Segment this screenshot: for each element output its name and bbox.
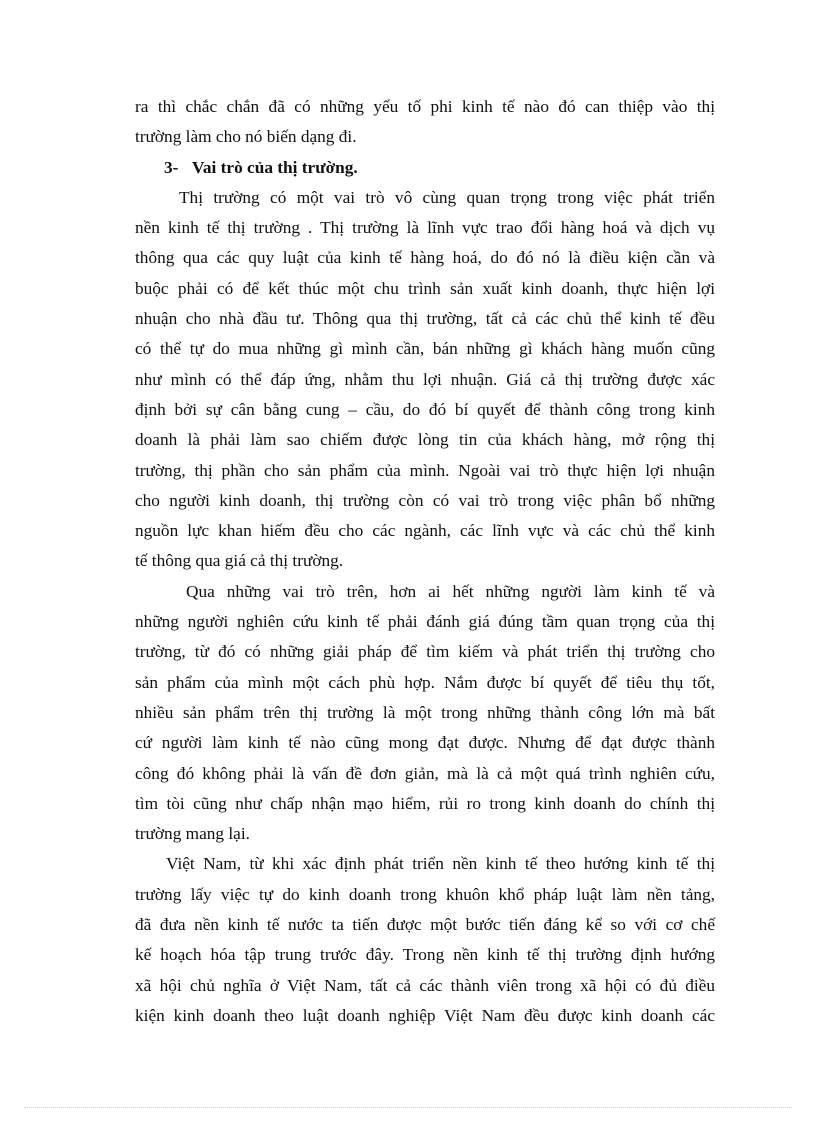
- text-line: thông qua các quy luật của kinh tế hàng hoá, do đó nó là điều kiện cần và: [135, 248, 715, 268]
- text-line: cứ người làm kinh tế nào cũng mong đạt được. Nhưng để đạt được thành: [135, 733, 715, 753]
- paragraph-importance: [135, 577, 715, 850]
- text-line: sản phẩm của mình một cách phù hợp. Nắm được bí quyết để tiêu thụ tốt,: [135, 672, 715, 692]
- text-line: nguồn lực khan hiếm đều cho các ngành, các lĩnh vực và các chủ thể kinh: [135, 521, 715, 541]
- page-footer-divider: [24, 1107, 792, 1108]
- text-line: kiện kinh doanh theo luật doanh nghiệp Việt Nam đều được kinh doanh các: [135, 1005, 715, 1025]
- text-line: nhiều sản phẩm trên thị trường là một trong những thành công lớn mà bất: [135, 702, 715, 722]
- paragraph-vietnam: [135, 849, 715, 1031]
- text-line: xã hội chủ nghĩa ở Việt Nam, tất cả các thành viên trong xã hội có đủ điều: [135, 975, 715, 995]
- text-line: công đó không phải là vấn đề đơn giản, mà là cả một quá trình nghiên cứu,: [135, 763, 715, 783]
- section-heading: [135, 153, 715, 183]
- text-line: ra thì chắc chắn đã có những yếu tố phi kinh tế nào đó can thiệp vào thị: [135, 97, 715, 116]
- paragraph-role-of-market: [135, 183, 715, 577]
- text-line: doanh là phải làm sao chiếm được lòng tin của khách hàng, mở rộng thị: [135, 430, 715, 450]
- text-line: như mình có thể đáp ứng, nhằm thu lợi nhuận. Giá cả thị trường được xác: [135, 369, 715, 389]
- body-text: [135, 92, 715, 1031]
- text-line: trường, thị phần cho sản phẩm của mình. Ngoài vai trò thực hiện lợi nhuận: [135, 460, 715, 480]
- text-line: nền kinh tế thị trường . Thị trường là lĩnh vực trao đổi hàng hoá và dịch vụ: [135, 218, 715, 238]
- text-line: trường mang lại.: [135, 824, 250, 844]
- section-title: Vai trò của thị trường.: [192, 157, 358, 177]
- text-line: có thể tự do mua những gì mình cần, bán những gì khách hàng muốn cũng: [135, 339, 715, 359]
- text-line: trường, từ đó có những giải pháp để tìm kiếm và phát triển thị trường cho: [135, 642, 715, 662]
- text-line: buộc phải có để kết thúc một chu trình sản xuất kinh doanh, thực hiện lợi: [135, 278, 715, 298]
- text-line: tế thông qua giá cả thị trường.: [135, 551, 344, 571]
- text-line: những người nghiên cứu kinh tế phải đánh giá đúng tầm quan trọng của thị: [135, 612, 715, 632]
- text-line: Việt Nam, từ khi xác định phát triển nền kinh tế theo hướng kinh tế thị: [166, 854, 715, 874]
- text-line: trường làm cho nó biến dạng đi.: [135, 127, 357, 147]
- text-line: kế hoạch hóa tập trung trước đây. Trong nền kinh tế thị trường định hướng: [135, 945, 715, 965]
- text-line: Thị trường có một vai trò vô cùng quan trọng trong việc phát triển: [179, 187, 715, 207]
- text-line: nhuận cho nhà đầu tư. Thông qua thị trường, tất cả các chủ thể kinh tế đều: [135, 309, 715, 329]
- section-number: 3-: [164, 157, 179, 177]
- text-line: định bởi sự cân bằng cung – cầu, do đó bí quyết để thành công trong kinh: [135, 399, 715, 419]
- text-line: cho người kinh doanh, thị trường còn có vai trò trong việc phân bổ những: [135, 490, 715, 510]
- text-line: trường lấy việc tự do kinh doanh trong khuôn khổ pháp luật làm nền tảng,: [135, 884, 715, 904]
- text-line: đã đưa nền kinh tế nước ta tiến được một bước tiến đáng kể so với cơ chế: [135, 915, 715, 935]
- text-line: Qua những vai trò trên, hơn ai hết những người làm kinh tế và: [186, 581, 715, 601]
- paragraph-intro-continuation: [135, 92, 715, 153]
- text-line: tìm tòi cũng như chấp nhận mạo hiểm, rủi ro trong kinh doanh do chính thị: [135, 793, 715, 813]
